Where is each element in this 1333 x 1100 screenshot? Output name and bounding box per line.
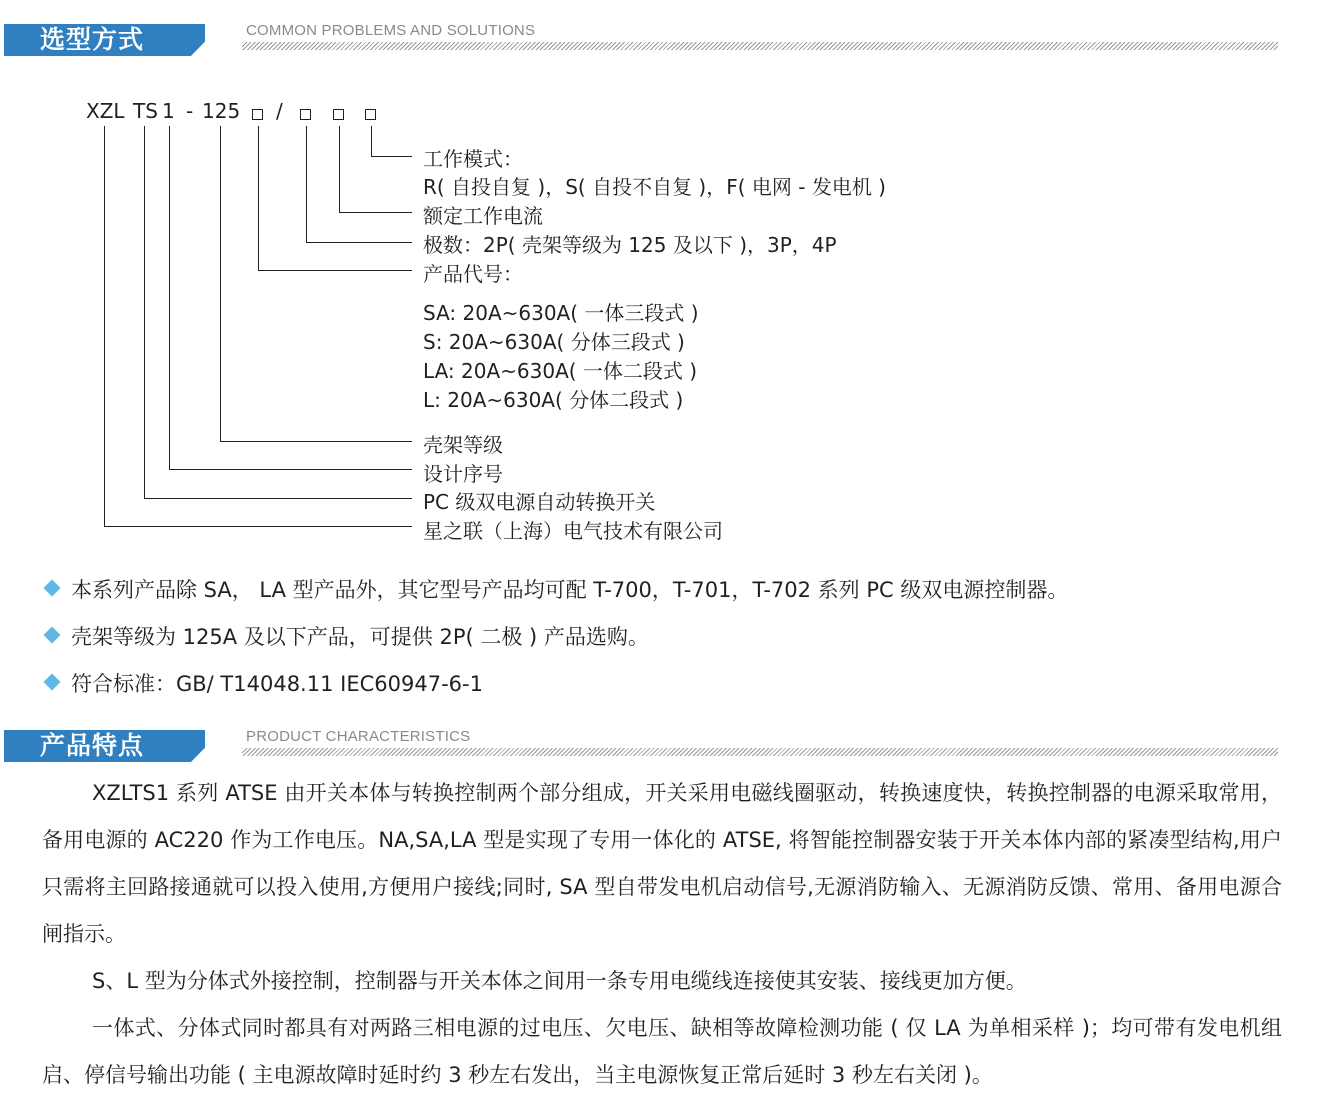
note-text: 符合标准：GB/ T14048.11 IEC60947-6-1	[71, 672, 483, 696]
code-box-current	[333, 109, 344, 120]
diamond-bullet-icon	[44, 674, 61, 691]
section-title: 选型方式	[40, 25, 145, 54]
code-dash: -	[186, 99, 194, 123]
section-title: 产品特点	[40, 731, 145, 760]
connector-frame-h	[220, 441, 412, 442]
note-text: 本系列产品除 SA， LA 型产品外，其它型号产品均可配 T-700，T-701，T-702 系列 PC 级双电源控制器。	[71, 578, 1069, 602]
connector-current	[339, 126, 340, 212]
diamond-bullet-icon	[44, 580, 61, 597]
section-header-selection	[0, 22, 1333, 62]
section-divider	[242, 42, 1278, 50]
section-divider	[242, 748, 1278, 756]
code-one: 1	[162, 99, 175, 123]
note-text: 壳架等级为 125A 及以下产品，可提供 2P( 二极 ) 产品选购。	[71, 625, 649, 649]
connector-pc	[144, 126, 145, 498]
label-work-mode: 工作模式：	[423, 147, 523, 171]
code-box-product	[252, 109, 263, 120]
connector-mode-h	[371, 156, 412, 157]
diamond-bullet-icon	[44, 627, 61, 644]
model-code-diagram	[0, 90, 1333, 550]
label-product-code: 产品代号：	[423, 262, 523, 286]
label-poles: 极数：2P( 壳架等级为 125 及以下 )，3P，4P	[423, 233, 837, 257]
connector-mode	[371, 126, 372, 156]
section-header-characteristics	[0, 728, 1333, 768]
connector-current-h	[339, 212, 412, 213]
connector-design	[169, 126, 170, 469]
code-rating: 125	[202, 99, 241, 123]
connector-poles	[306, 126, 307, 242]
label-company: 星之联（上海）电气技术有限公司	[423, 519, 723, 543]
paragraph: S、L 型为分体式外接控制，控制器与开关本体之间用一条专用电缆线连接使其安装、接线更加方便。	[92, 969, 1027, 993]
label-pc-class: PC 级双电源自动转换开关	[423, 490, 656, 514]
code-box-mode	[365, 109, 376, 120]
label-sa: SA: 20A~630A( 一体三段式 )	[423, 301, 699, 325]
label-frame-grade: 壳架等级	[423, 433, 503, 457]
code-box-poles	[300, 109, 311, 120]
label-design-number: 设计序号	[423, 462, 503, 486]
connector-poles-h	[306, 242, 412, 243]
code-ts: TS	[133, 99, 158, 123]
paragraph: XZLTS1 系列 ATSE 由开关本体与转换控制两个部分组成，开关采用电磁线圈驱动，转换速度快，转换控制器的电源采取常用，备用电源的 AC220 作为工作电压。NA,SA,LA 型是实现了专用一体化的 ATSE, 将智能控制器安装于开关本体内部的紧凑型结构,用户只需将主回路接通就可以投入使用,方便用户接线;同时, SA 型自带发电机启动信号,无源消防输入、无源消防反馈、常用、备用电源合闸指示。	[42, 781, 1282, 946]
label-work-mode-values: R( 自投自复 )，S( 自投不自复 )，F( 电网 - 发电机 )	[423, 175, 886, 199]
label-rated-current: 额定工作电流	[423, 204, 543, 228]
code-slash: /	[276, 99, 283, 123]
section-subtitle: COMMON PROBLEMS AND SOLUTIONS	[246, 22, 536, 39]
connector-company-h	[104, 526, 412, 527]
connector-design-h	[169, 469, 412, 470]
paragraph: 一体式、分体式同时都具有对两路三相电源的过电压、欠电压、缺相等故障检测功能 ( 仅 LA 为单相采样 )；均可带有发电机组启、停信号输出功能 ( 主电源故障时延时约 3 秒左右发出，当主电源恢复正常后延时 3 秒左右关闭 )。	[42, 1016, 1282, 1087]
label-la: LA: 20A~630A( 一体二段式 )	[423, 359, 698, 383]
connector-company	[104, 126, 105, 526]
connector-pc-h	[144, 498, 412, 499]
connector-product	[258, 126, 259, 270]
code-xzl: XZL	[86, 99, 125, 123]
connector-product-h	[258, 270, 412, 271]
connector-frame	[220, 126, 221, 441]
characteristics-text	[42, 770, 1282, 1099]
label-l: L: 20A~630A( 分体二段式 )	[423, 388, 684, 412]
section-subtitle: PRODUCT CHARACTERISTICS	[246, 728, 471, 745]
label-s: S: 20A~630A( 分体三段式 )	[423, 330, 685, 354]
